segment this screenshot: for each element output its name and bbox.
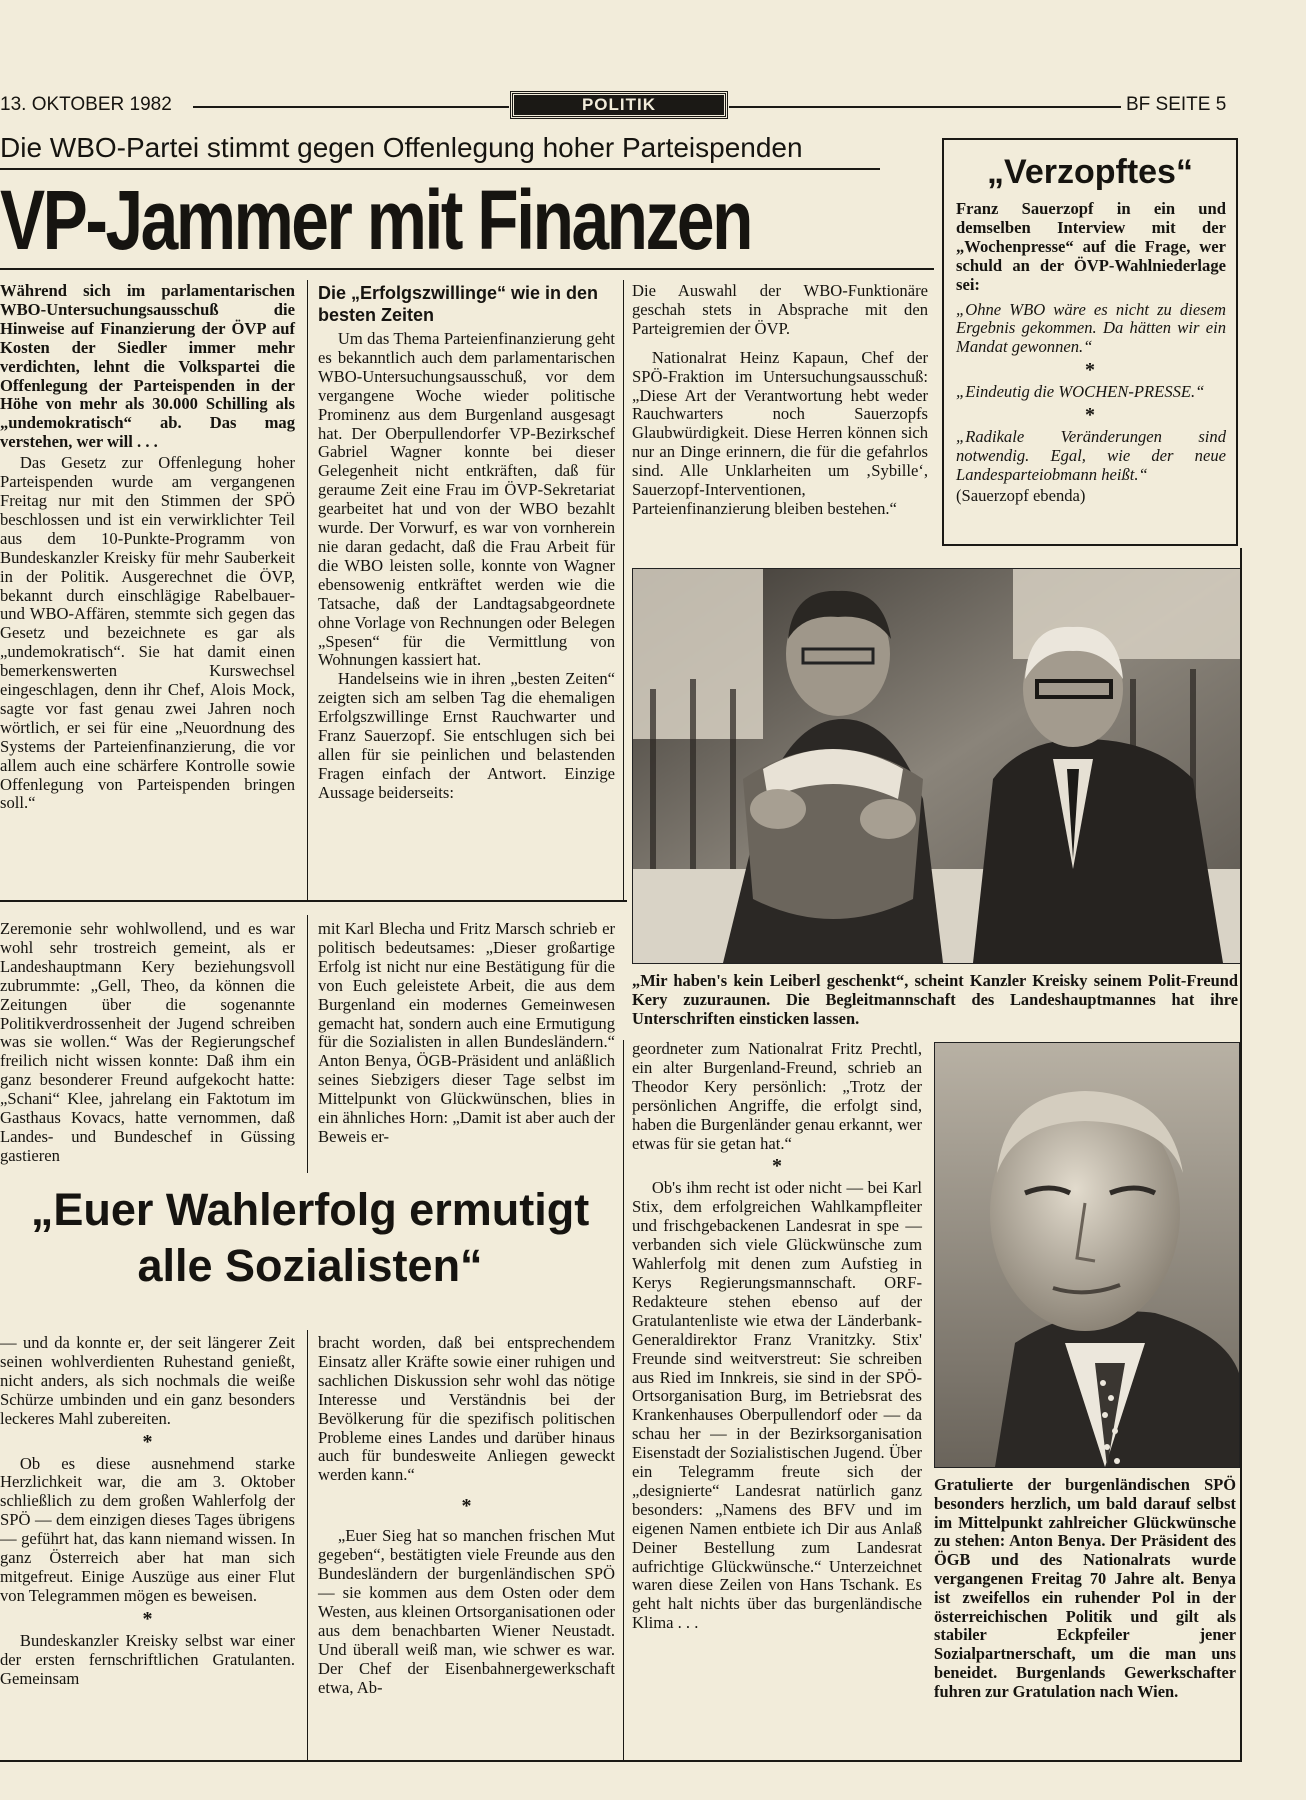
photo-kreisky-kery-image [633, 569, 1241, 963]
column-divider [623, 280, 624, 900]
sidebar-title: „Verzopftes“ [987, 153, 1193, 191]
sidebar-intro: Franz Sauerzopf in ein und demselben Interview mit der „Wochenpresse“ auf die Frage, wer schuld an der ÖVP-Wahlniederlage sei: [956, 199, 1226, 294]
main-col-2 [318, 282, 615, 803]
sidebar-quote-2: „Eindeutig die WOCHEN-PRESSE.“ [956, 382, 1205, 402]
photo-kreisky-kery [632, 568, 1242, 964]
column-divider [307, 915, 308, 1173]
sidebar-quote-3: „Radikale Veränderungen sind notwendig. Egal, wie der neue Landesparteiobmann heißt.“ [956, 427, 1226, 484]
kicker-underline [0, 168, 880, 170]
main-col-3 [632, 282, 928, 519]
main-col2-paragraph-2: Handelseins wie in ihren „besten Zeiten“ zeigten sich am selben Tag die ehemaligen Erfolgszwillinge Ernst Rauchwarter und Franz Sauerzopf. Sie entschlugen sich bei allen für sie peinlichen und belastenden Fragen einfach der Antwort. Einzige Aussage beiderseits: [318, 669, 615, 802]
column-divider [623, 1040, 624, 1760]
page-bottom-rule [0, 1760, 1240, 1762]
second-headline [0, 1182, 620, 1294]
header-page: BF SEITE 5 [1126, 94, 1227, 115]
photo-kreisky-kery-caption: „Mir haben's kein Leiberl geschenkt“, scheint Kanzler Kreisky seinem Polit-Freund Kery zuzuraunen. Die Begleitmannschaft des Landeshauptmannes hat ihre Unterschriften einsticken lassen. [632, 971, 1238, 1028]
article-separator [0, 900, 627, 902]
second-col1-paragraph-1: — und da konnte er, der seit längerer Zeit seinen wohlverdienten Ruhestand genießt, nicht anders, als sich nochmals die weiße Schürze umbinden und ein ganz besonders leckeres Mahl zubereiten. [0, 1333, 295, 1428]
second-headline-line-2: alle Sozialisten“ [137, 1240, 483, 1291]
main-col3-paragraph-2: Nationalrat Heinz Kapaun, Chef der SPÖ-Fraktion im Untersuchungsausschuß: „Diese Art der Verantwortung hebt weder Rauchwarters noch Sauerzopfs Glaubwürdigkeit. Diese Herren können sich nur an Dinge erinnern, die für die gefahrlos sind. Alle Unklarheiten um ‚Sybille‘, Sauerzopf-Interventionen, Parteienfinanzierung bleiben bestehen.“ [632, 347, 928, 518]
header-section-badge [511, 92, 727, 118]
sidebar-source: (Sauerzopf ebenda) [956, 485, 1086, 505]
second-col2-paragraph-1: bracht worden, daß bei entsprechendem Einsatz aller Kräfte sowie einer ruhigen und sachlichen Diskussion sehr wohl das nötige Interesse und Verständnis bei der Bevölkerung für die spezifisch politischen Probleme eines Landes und darüber hinaus auch für bundesweite Anliegen geweckt werden kann.“ [318, 1333, 615, 1485]
photo-benya-caption: Gratulierte der burgenländischen SPÖ besonders herzlich, um bald darauf selbst im Mittelpunkt zahlreicher Glückwünsche zu stehen: Anton Benya. Der Präsident des ÖGB und des Nationalrats wurde vergangenen Freitag 70 Jahre alt. Benya ist zweifellos ein ruhender Pol in der österreichischen Politik und gilt als stabiler Eckpfeiler jener Sozialpartnerschaft, um die man uns beneidet. Burgenlands Gewerkschafter fuhren zur Gratulation nach Wien. [934, 1475, 1236, 1701]
second-star: * [142, 1430, 153, 1453]
second-col1-paragraph-2: Ob es diese ausnehmend starke Herzlichkeit war, die am 3. Oktober schließlich zu dem großen Wahlerfolg der SPÖ — dem einzigen dieses Tages übrigens — geführt hat, das kann niemand wissen. In ganz Österreich aber hat man sich mitgefreut. Einige Auszüge aus einer Flut von Telegrammen mögen es beweisen. [0, 1453, 295, 1605]
kicker: Die WBO-Partei stimmt gegen Offenlegung hoher Parteispenden [0, 132, 803, 163]
second-star: * [772, 1155, 782, 1178]
header-rule-left [193, 106, 509, 108]
page-right-rule [1240, 548, 1242, 1762]
header-date: 13. OKTOBER 1982 [0, 94, 172, 115]
main-col1-paragraph: Das Gesetz zur Offenlegung hoher Parteispenden wurde am vergangenen Freitag nur mit den Stimmen der SPÖ beschlossen und ist ein verwirklichter Teil aus dem 10-Punkte-Programm von Bundeskanzler Kreisky für mehr Sauberkeit in der Politik. Ausgerechnet die ÖVP, bekannt durch einschlägige Rabelbauer- und WBO-Affären, stemmte sich gegen das Gesetz und bezeichnete es gar als „undemokratisch“. Sie hat damit einen bemerkenswerten Kurswechsel eingeschlagen, denn ihr Chef, Alois Mock, sagte vor fast genau zwei Jahren noch wörtlich, er sei für eine „Neuordnung des Systems der Parteienfinanzierung, die vor allem auch eine schärfere Kontrolle sowie Offenlegung von Parteispenden bringen soll.“ [0, 453, 295, 813]
headline: VP-Jammer mit Finanzen [0, 173, 752, 267]
sidebar-box [942, 138, 1238, 546]
second-headline-line-1: „Euer Wahlerfolg ermutigt [30, 1184, 590, 1235]
sidebar-quote-1: „Ohne WBO wäre es nicht zu diesem Ergebnis gekommen. Da hätten wir ein Mandat gewonnen.“ [956, 299, 1226, 357]
sidebar-star: * [1085, 359, 1095, 382]
second-col2-paragraph-2: „Euer Sieg hat so manchen frischen Mut gegeben“, bestätigten viele Freunde aus den Bundesländern der burgenländischen SPÖ — sie kommen aus dem Osten oder dem Westen, aus kleinen Ortsorganisationen oder aus dem benachbarten Wiener Neustadt. Und überall weiß man, wie schwer es war. Der Chef der Eisenbahnergewerkschaft etwa, Ab- [318, 1526, 615, 1697]
second-top-col-1: Zeremonie sehr wohlwollend, und es war wohl sehr trostreich gemeint, als er Landeshauptmann Kery beziehungsvoll zubrummte: „Gell, Theo, da können die Zeitungen über die sogenannte Politikverdrossenheit der Jugend schreiben was sie wollen.“ Was der Regierungschef freilich nicht wissen konnte: Daß ihm ein ganz besonderer Freund aufgekocht hatte: „Schani“ Klee, jahrelang ein Faktotum im Gasthaus Kovacs, hatte vernommen, daß Landes- und Bundeschef in Güssing gastieren [0, 919, 295, 1165]
second-col3-paragraph-1: geordneter zum Nationalrat Fritz Prechtl, ein alter Burgenland-Freund, schrieb an Theodor Kery persönlich: „Trotz der persönlichen Angriffe, die erfolgt sind, haben die Burgenländer genau erkannt, wer etwas für sie getan hat.“ [632, 1039, 922, 1153]
sidebar-star: * [1085, 404, 1095, 427]
header-rule-right [729, 106, 1121, 108]
second-top-col-2: mit Karl Blecha und Fritz Marsch schrieb er politisch bedeutsames: „Dieser großartige Erfolg ist nicht nur eine Bestätigung für die von Euch geleistete Arbeit, die aus dem Burgenland ein modernes Gemeinwesen gemacht hat, sondern auch eine Ermutigung für die Sozialisten in allen Bundesländern.“ Anton Benya, ÖGB-Präsident und anläßlich seines Siebzigers dieser Tage selbst im Mittelpunkt von Glückwünschen, blies in ein ähnliches Horn: „Damit ist aber auch der Beweis er- [318, 919, 615, 1146]
second-star: * [142, 1607, 153, 1630]
second-star: * [461, 1495, 472, 1518]
main-col-1 [0, 282, 295, 813]
column-divider [307, 280, 308, 900]
header-section: POLITIK [581, 95, 657, 114]
second-col-1 [0, 1334, 295, 1689]
main-col2-paragraph-1: Um das Thema Parteienfinanzierung geht es bekanntlich auch dem parlamentarischen WBO-Untersuchungsausschuß, vor dem vergangene Woche wieder politische Prominenz aus dem Burgenland ausgesagt hat. Der Oberpullendorfer VP-Bezirkschef Gabriel Wagner konnte bei dieser Gelegenheit nicht entkräften, daß für geraume Zeit eine Frau im ÖVP-Sekretariat gearbeitet hat und von der WBO bezahlt wurde. Der Vorwurf, es war von vornherein nie daran gedacht, daß die Frau Arbeit für die WBO leisten solle, konnte von Wagner ebensowenig entkräftet werden wie die Tatsache, daß der Landtagsabgeordnete ohne Vorlage von Rechnungen oder Belegen „Spesen“ für die Vermittlung von Wohnungen kassiert hat. [318, 329, 615, 670]
main-col3-paragraph-1: Die Auswahl der WBO-Funktionäre geschah stets in Absprache mit den Parteigremien der ÖVP. [632, 281, 928, 338]
photo-benya-image [935, 1043, 1239, 1467]
second-col-3 [632, 1040, 922, 1633]
column-divider [307, 1330, 308, 1760]
headline-underline [0, 268, 934, 270]
second-col-2 [318, 1334, 615, 1697]
photo-benya [934, 1042, 1240, 1468]
main-subhead: Die „Erfolgszwillinge“ wie in den besten Zeiten [318, 283, 599, 325]
second-col1-paragraph-3: Bundeskanzler Kreisky selbst war einer der ersten fernschriftlichen Gratulanten. Gemeinsam [0, 1630, 295, 1688]
main-lead: Während sich im parlamentarischen WBO-Untersuchungsausschuß die Hinweise auf Finanzierung der ÖVP auf Kosten der Siedler immer mehr verdichten, lehnt die Volkspartei die Offenlegung der Parteispenden in der Höhe von mehr als 30.000 Schilling als „undemokratisch“ ab. Das mag verstehen, wer will . . . [0, 281, 295, 452]
second-col3-paragraph-2: Ob's ihm recht ist oder nicht — bei Karl Stix, dem erfolgreichen Wahlkampfleiter und frischgebackenen Landesrat in spe — verbanden sich viele Glückwünsche zum Wahlerfolg mit denen zum Aufstieg in Kerys Regierungsmannschaft. ORF-Redakteure stehen ebenso auf der Gratulantenliste wie etwa der Länderbank-Generaldirektor Franz Vranitzky. Stix' Freunde sind weitverstreut: Sie schreiben aus Ried im Innkreis, sie sind in der SPÖ-Ortsorganisation Burg, im Betriebsrat des Krankenhauses Oberpullendorf oder — da schau her — in der Bezirksorganisation Eisenstadt der Sozialistischen Jugend. Über ein Telegramm freute sich der „designierte“ Landesrat natürlich ganz besonders: „Namens des BFV und im eigenen Namen entbiete ich Dir aus Anlaß Deiner Bestellung zum Landesrat aufrichtige Glückwünsche.“ Unterzeichnet waren diese Zeilen von Hans Tschank. Es geht halt nichts über das burgenländische Klima . . . [632, 1178, 922, 1633]
